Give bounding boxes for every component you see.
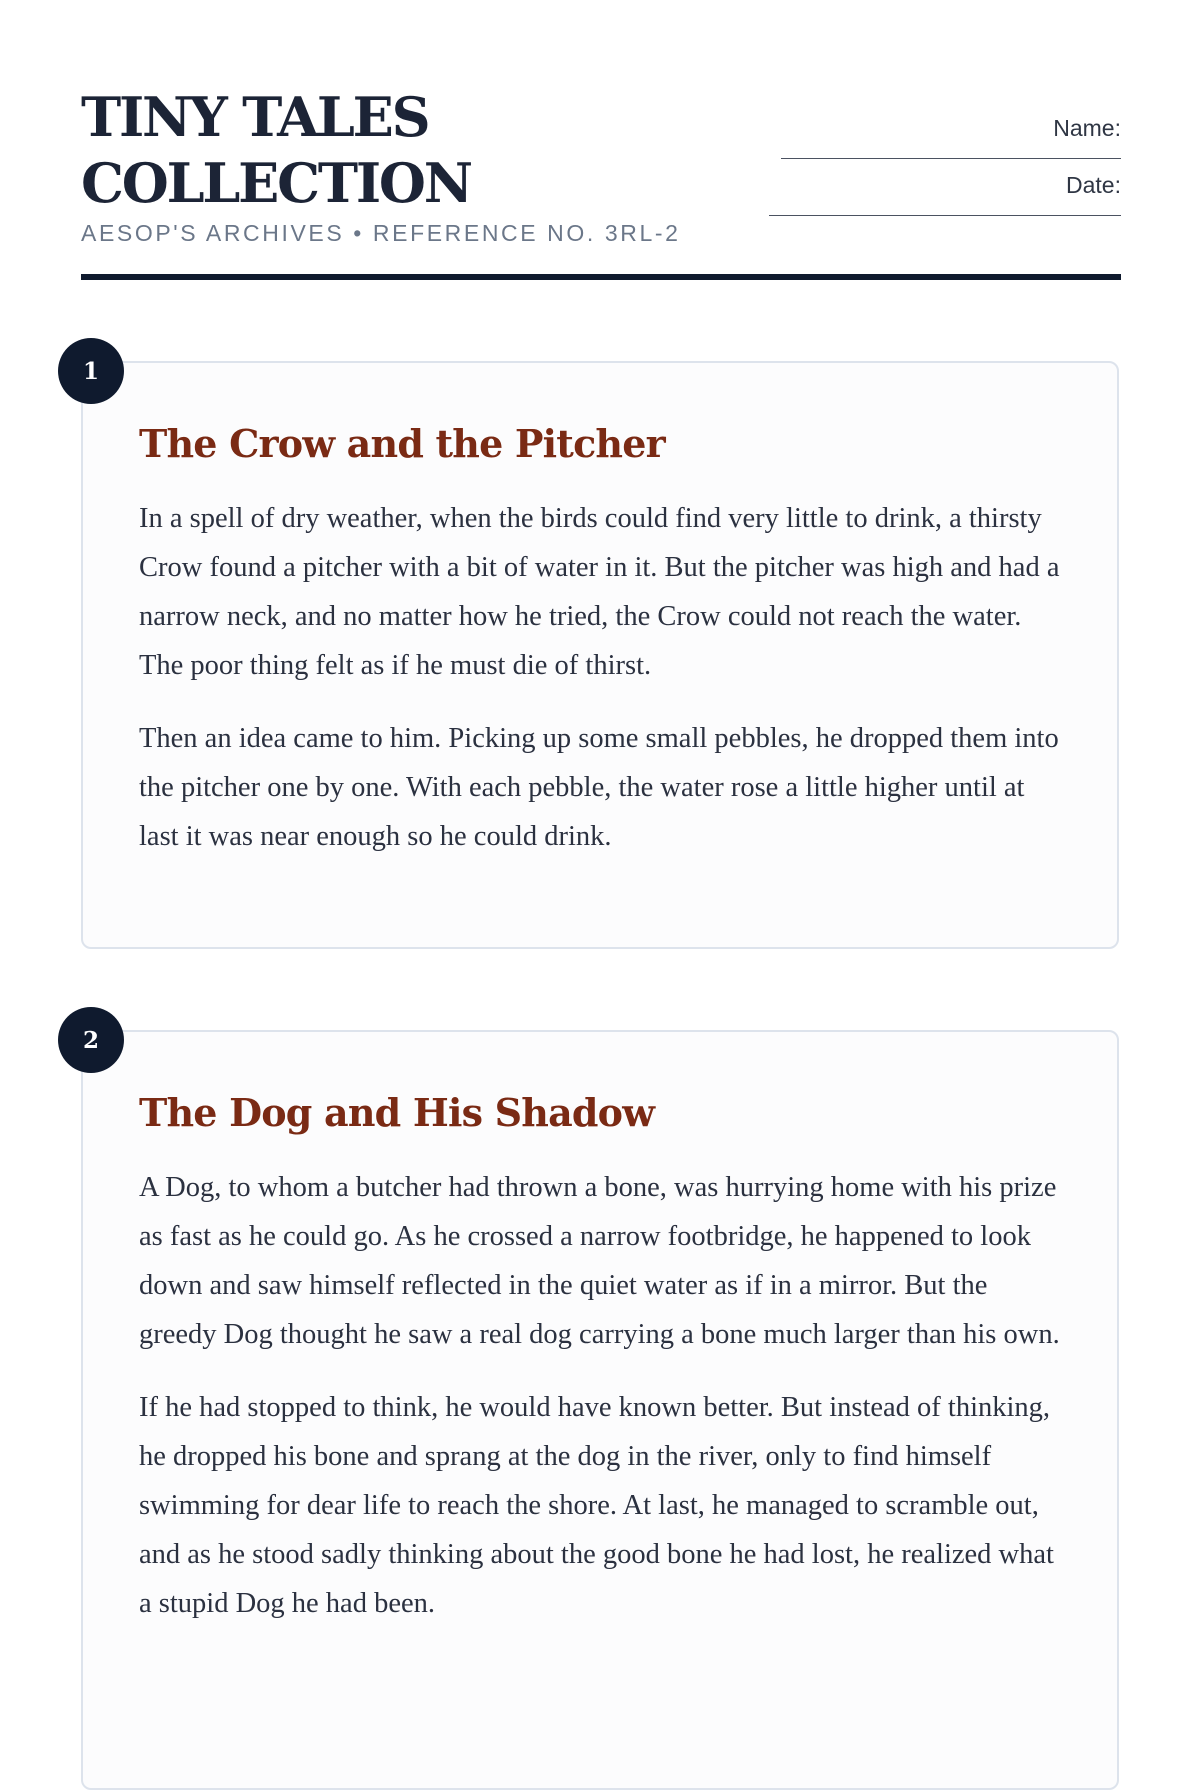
- story-card: [81, 1026, 1119, 1790]
- title-line-1: TINY TALES: [81, 85, 429, 149]
- story-card: [81, 357, 1119, 949]
- date-line[interactable]: [769, 215, 1121, 216]
- date-label: Date:: [1066, 172, 1121, 198]
- name-label: Name:: [1053, 115, 1121, 141]
- archive-reference: AESOP'S ARCHIVES • REFERENCE NO. 3RL-2: [81, 220, 681, 246]
- story-title: The Crow and the Pitcher: [139, 421, 665, 466]
- page-title: [81, 84, 601, 216]
- student-fields: [769, 114, 1121, 228]
- story-number-badge: 1: [58, 338, 124, 404]
- story-title: The Dog and His Shadow: [139, 1090, 655, 1135]
- story-paragraph: In a spell of dry weather, when the birds could find very little to drink, a thirsty Crow found a pitcher with a bit of water in it. But the pitcher was high and had a narrow neck, and no matter how he tried, the Crow could not reach the water. The poor thing felt as if he must die of thirst.: [139, 503, 1060, 681]
- story-number-badge: 2: [58, 1007, 124, 1073]
- story-paragraph: Then an idea came to him. Picking up some small pebbles, he dropped them into the pitcher one by one. With each pebble, the water rose a little higher until at last it was near enough so he could drink.: [139, 723, 1059, 852]
- worksheet-header: [81, 84, 1121, 247]
- title-line-2: COLLECTION: [81, 151, 471, 215]
- header-divider: [81, 274, 1121, 280]
- story-paragraph: A Dog, to whom a butcher had thrown a bone, was hurrying home with his prize as fast as he could go. As he crossed a narrow footbridge, he happened to look down and saw himself reflected in the quiet water as if in a mirror. But the greedy Dog thought he saw a real dog carrying a bone much larger than his own.: [139, 1172, 1060, 1350]
- name-line[interactable]: [781, 158, 1121, 159]
- story-paragraph: If he had stopped to think, he would have known better. But instead of thinking, he dropped his bone and sprang at the dog in the river, only to find himself swimming for dear life to reach the shore. At last, he managed to scramble out, and as he stood sadly thinking about the good bone he had lost, he realized what a stupid Dog he had been.: [139, 1392, 1054, 1619]
